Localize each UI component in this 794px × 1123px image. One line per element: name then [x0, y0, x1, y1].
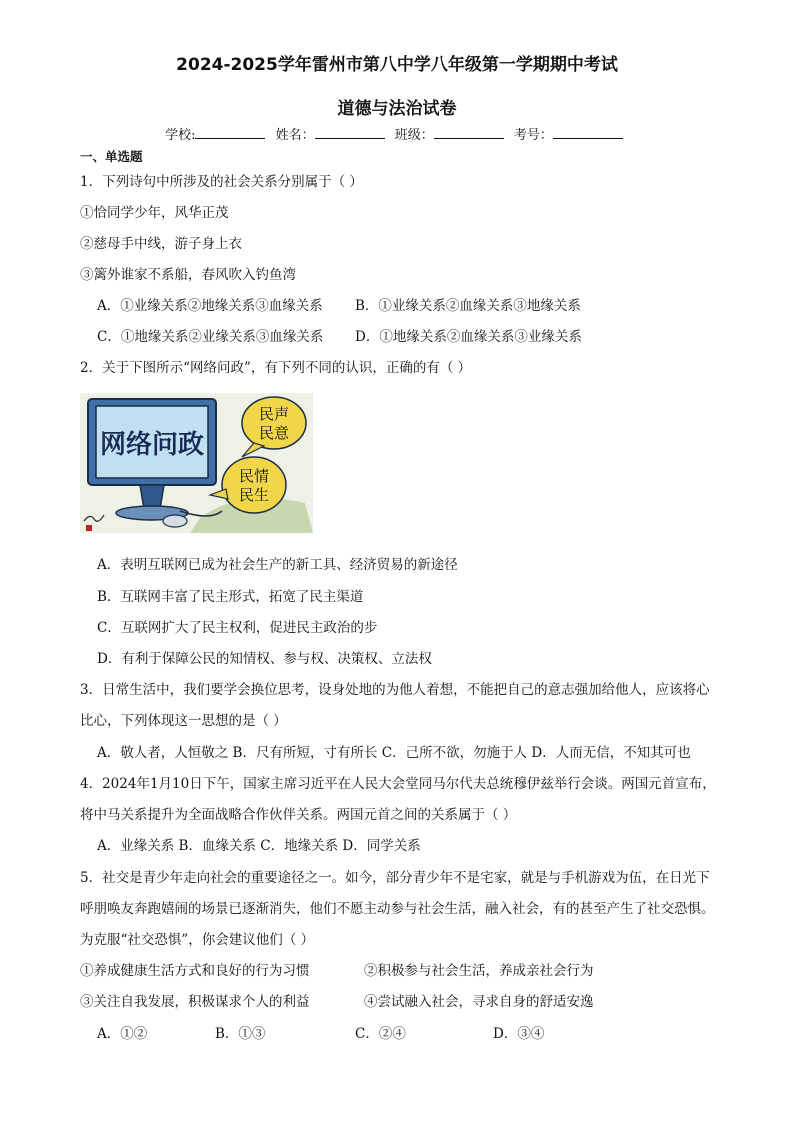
q1-item-3: ③篱外谁家不系船，春风吹入钓鱼湾 — [80, 267, 296, 283]
q2-option-c[interactable]: C．互联网扩大了民主权利，促进民主政治的步 — [97, 620, 378, 636]
q2-cartoon-figure — [80, 393, 313, 533]
q1-option-d[interactable]: D．①地缘关系②血缘关系③业缘关系 — [355, 329, 582, 345]
bubble2-line2: 民生 — [238, 486, 270, 504]
student-info-line — [0, 124, 794, 143]
q4-options[interactable]: A．业缘关系 B．血缘关系 C．地缘关系 D．同学关系 — [97, 838, 421, 854]
q1-options-row1 — [97, 297, 581, 315]
q1-option-b[interactable]: B．①业缘关系②血缘关系③地缘关系 — [355, 298, 581, 314]
q5-stem-line3: 为克服“社交恐惧”，你会建议他们（ ） — [80, 932, 315, 948]
school-label: 学校: — [165, 128, 196, 143]
name-label: 姓名： — [275, 128, 315, 143]
q2-stem: 2．关于下图所示“网络问政”，有下列不同的认识，正确的有（ ） — [80, 360, 472, 376]
q5-item-1: ①养成健康生活方式和良好的行为习惯 — [80, 963, 310, 979]
name-blank — [315, 126, 385, 139]
q2-option-d[interactable]: D．有利于保障公民的知情权、参与权、决策权、立法权 — [97, 651, 432, 667]
q3-options[interactable]: A．敬人者，人恒敬之 B．尺有所短，寸有所长 C．己所不欲，勿施于人 D．人而无信，不知其可也 — [97, 745, 691, 761]
class-label: 班级： — [394, 128, 434, 143]
q5-items-row2 — [80, 993, 594, 1011]
school-blank — [195, 126, 265, 139]
q5-option-c[interactable]: C．②④ — [355, 1026, 406, 1042]
q2-option-a[interactable]: A．表明互联网已成为社会生产的新工具、经济贸易的新途径 — [97, 557, 458, 573]
q2-option-b[interactable]: B．互联网丰富了民主形式，拓宽了民主渠道 — [97, 589, 364, 605]
bubble1-line2: 民意 — [258, 424, 290, 442]
exam-number-label: 考号： — [513, 128, 553, 143]
q5-item-3: ③关注自我发展，积极谋求个人的利益 — [80, 994, 310, 1010]
q5-option-b[interactable]: B．①③ — [215, 1026, 266, 1042]
q5-stem-line2: 呼朋唤友奔跑嬉闹的场景已逐渐消失，他们不愿主动参与社会生活，融入社会，有的甚至产生了社交恐惧。 — [80, 901, 715, 917]
artist-seal — [86, 525, 92, 531]
q5-stem-line1: 5．社交是青少年走向社会的重要途径之一。如今，部分青少年不是宅家，就是与手机游戏为伍，在日光下 — [80, 870, 710, 886]
q5-option-a[interactable]: A．①② — [97, 1026, 148, 1042]
q5-items-row1 — [80, 962, 594, 980]
q3-stem-line2: 比心，下列体现这一思想的是（ ） — [80, 713, 287, 729]
exam-subtitle: 道德与法治试卷 — [337, 99, 457, 119]
exam-title: 2024-2025学年雷州市第八中学八年级第一学期期中考试 — [176, 55, 618, 75]
bubble2-line1: 民情 — [238, 467, 270, 485]
section-heading: 一、单选题 — [80, 149, 143, 164]
q1-stem: 1．下列诗句中所涉及的社会关系分别属于（ ） — [80, 174, 363, 190]
q4-stem-line1: 4．2024年1月10日下午，国家主席习近平在人民大会堂同马尔代夫总统穆伊兹举行会谈。两国元首宣布， — [80, 776, 716, 792]
q1-option-a[interactable]: A．①业缘关系②地缘关系③血缘关系 — [97, 298, 323, 314]
q1-option-c[interactable]: C．①地缘关系②业缘关系③血缘关系 — [97, 329, 324, 345]
q5-options — [97, 1025, 544, 1043]
q1-item-2: ②慈母手中线，游子身上衣 — [80, 236, 242, 252]
q1-item-1: ①恰同学少年，风华正茂 — [80, 205, 229, 221]
cartoon-illustration — [80, 393, 313, 533]
screen-text: 网络问政 — [99, 430, 205, 460]
bubble1-line1: 民声 — [258, 405, 290, 423]
q5-item-4: ④尝试融入社会，寻求自身的舒适安逸 — [364, 994, 594, 1010]
q5-option-d[interactable]: D．③④ — [493, 1026, 545, 1042]
class-blank — [434, 126, 504, 139]
q3-stem-line1: 3．日常生活中，我们要学会换位思考，设身处地的为他人着想，不能把自己的意志强加给他人，应该将心 — [80, 682, 710, 698]
q4-stem-line2: 将中马关系提升为全面战略合作伙伴关系。两国元首之间的关系属于（ ） — [80, 807, 517, 823]
q1-options-row2 — [97, 328, 582, 346]
q5-item-2: ②积极参与社会生活，养成亲社会行为 — [364, 963, 594, 979]
speech-bubble-2 — [222, 457, 286, 513]
exam-number-blank — [553, 126, 623, 139]
